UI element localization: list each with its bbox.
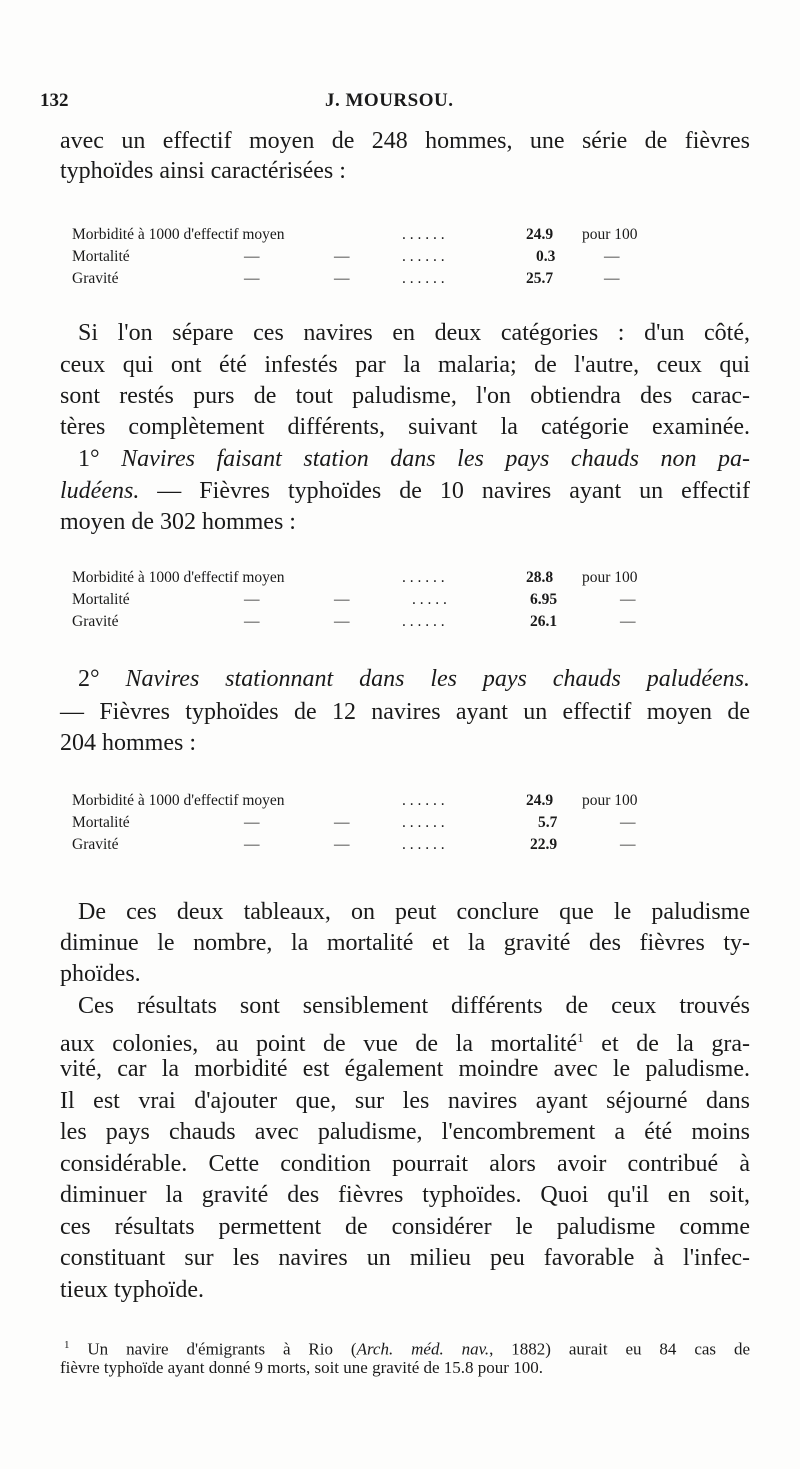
row-label: Mortalité xyxy=(72,814,130,831)
row-ditto: — xyxy=(244,836,260,853)
row-ditto: — xyxy=(244,613,260,630)
para6-line-6: considérable. Cette condition pourrait alors avoir contribué à xyxy=(60,1151,750,1177)
stats-table-3 xyxy=(72,790,712,856)
footnote-ref: 1 xyxy=(577,1030,584,1045)
row-unit: pour 100 xyxy=(582,226,638,243)
section-1-heading xyxy=(78,444,750,474)
table-row xyxy=(72,246,712,267)
row-ditto: — xyxy=(334,836,350,853)
row-dots: . . . . . . xyxy=(402,836,445,853)
row-unit: — xyxy=(620,613,636,630)
row-value: 5.7 xyxy=(538,814,558,831)
table-row xyxy=(72,790,712,811)
section-number: 1° xyxy=(78,446,100,472)
footnote-marker: 1 xyxy=(64,1339,70,1351)
section-title: Navires faisant station dans les pays chauds non pa- xyxy=(121,446,751,472)
para4-line-2: — Fièvres typhoïdes de 12 navires ayant un effectif moyen de xyxy=(60,699,750,725)
section-2-heading xyxy=(78,664,750,694)
table-row xyxy=(72,589,712,610)
para5-line-2: diminue le nombre, la mortalité et la gravité des fièvres ty- xyxy=(60,930,750,956)
para1-line-1: avec un effectif moyen de 248 hommes, une série de fièvres xyxy=(60,128,750,154)
row-value: 0.3 xyxy=(536,248,556,265)
row-label: Gravité xyxy=(72,836,119,853)
row-dots: . . . . . . xyxy=(402,226,445,243)
footnote-citation: Arch. méd. nav. xyxy=(356,1339,490,1359)
para2-line-1: Si l'on sépare ces navires en deux catégories : d'un côté, xyxy=(78,320,750,346)
row-label: Gravité xyxy=(72,613,119,630)
table-row xyxy=(72,567,712,588)
row-dots: . . . . . . xyxy=(402,248,445,265)
row-dots: . . . . . . xyxy=(402,792,445,809)
row-label: Mortalité xyxy=(72,248,130,265)
table-row xyxy=(72,812,712,833)
stats-table-2 xyxy=(72,567,712,633)
footnote-text: , 1882) aurait eu 84 cas de xyxy=(489,1339,750,1359)
row-label: Morbidité à 1000 d'effectif moyen xyxy=(72,569,285,586)
row-ditto: — xyxy=(244,591,260,608)
row-value: 26.1 xyxy=(530,613,558,630)
row-unit: — xyxy=(620,591,636,608)
row-value: 24.9 xyxy=(526,226,554,243)
para3-text: — Fièvres typhoïdes de 10 navires ayant un effectif xyxy=(139,478,750,504)
para4-line-3: 204 hommes : xyxy=(60,730,196,756)
row-ditto: — xyxy=(334,591,350,608)
footnote-line-2: fièvre typhoïde ayant donné 9 morts, soit une gravité de 15.8 pour 100. xyxy=(60,1358,543,1377)
stats-table-1 xyxy=(72,224,712,290)
row-dots: . . . . . . xyxy=(402,569,445,586)
row-ditto: — xyxy=(244,270,260,287)
para6-line-8: ces résultats permettent de considérer le paludisme comme xyxy=(60,1214,750,1240)
para6-line-10: tieux typhoïde. xyxy=(60,1277,204,1303)
para6-line-4: Il est vrai d'ajouter que, sur les navires ayant séjourné dans xyxy=(60,1088,750,1114)
row-label: Mortalité xyxy=(72,591,130,608)
row-unit: pour 100 xyxy=(582,792,638,809)
page-number: 132 xyxy=(40,90,69,111)
running-title: J. MOURSOU. xyxy=(325,90,454,111)
para5-line-1: De ces deux tableaux, on peut conclure que le paludisme xyxy=(78,899,750,925)
para6-line-7: diminuer la gravité des fièvres typhoïdes. Quoi qu'il en soit, xyxy=(60,1182,750,1208)
row-label: Gravité xyxy=(72,270,119,287)
row-value: 24.9 xyxy=(526,792,554,809)
para6-line-9: constituant sur les navires un milieu peu favorable à l'infec- xyxy=(60,1245,750,1271)
table-row xyxy=(72,268,712,289)
row-dots: . . . . . xyxy=(412,591,447,608)
para6-text: et de la gra- xyxy=(583,1031,750,1057)
para3-line-3: moyen de 302 hommes : xyxy=(60,509,296,535)
table-row xyxy=(72,224,712,245)
table-row xyxy=(72,834,712,855)
row-ditto: — xyxy=(334,814,350,831)
row-value: 22.9 xyxy=(530,836,558,853)
para2-line-3: sont restés purs de tout paludisme, l'on obtiendra des carac- xyxy=(60,383,750,409)
row-unit: — xyxy=(620,814,636,831)
row-label: Morbidité à 1000 d'effectif moyen xyxy=(72,226,285,243)
row-unit: pour 100 xyxy=(582,569,638,586)
row-ditto: — xyxy=(334,613,350,630)
para2-line-4: tères complètement différents, suivant la catégorie examinée. xyxy=(60,414,750,440)
section-title-end: ludéens. xyxy=(60,478,140,504)
row-dots: . . . . . . xyxy=(402,270,445,287)
section-number: 2° xyxy=(78,666,100,692)
para2-line-2: ceux qui ont été infestés par la malaria; de l'autre, ceux qui xyxy=(60,352,750,378)
table-row xyxy=(72,611,712,632)
para6-line-1: Ces résultats sont sensiblement différents de ceux trouvés xyxy=(78,993,750,1019)
para5-line-3: phoïdes. xyxy=(60,961,141,987)
para3-line-2 xyxy=(60,476,750,506)
row-label: Morbidité à 1000 d'effectif moyen xyxy=(72,792,285,809)
row-value: 28.8 xyxy=(526,569,554,586)
row-value: 6.95 xyxy=(530,591,558,608)
row-ditto: — xyxy=(244,248,260,265)
row-unit: — xyxy=(604,270,620,287)
row-value: 25.7 xyxy=(526,270,554,287)
row-unit: — xyxy=(620,836,636,853)
section-title: Navires stationnant dans les pays chauds paludéens. xyxy=(125,666,751,692)
row-dots: . . . . . . xyxy=(402,814,445,831)
footnote-text: Un navire d'émigrants à Rio ( xyxy=(69,1339,357,1359)
para6-line-5: les pays chauds avec paludisme, l'encombrement a été moins xyxy=(60,1119,750,1145)
row-unit: — xyxy=(604,248,620,265)
row-ditto: — xyxy=(334,270,350,287)
para6-line-3: vité, car la morbidité est également moindre avec le paludisme. xyxy=(60,1056,750,1082)
row-ditto: — xyxy=(334,248,350,265)
para6-text: aux colonies, au point de vue de la mortalité xyxy=(60,1031,578,1057)
row-ditto: — xyxy=(244,814,260,831)
para1-line-2: typhoïdes ainsi caractérisées : xyxy=(60,158,346,184)
row-dots: . . . . . . xyxy=(402,613,445,630)
